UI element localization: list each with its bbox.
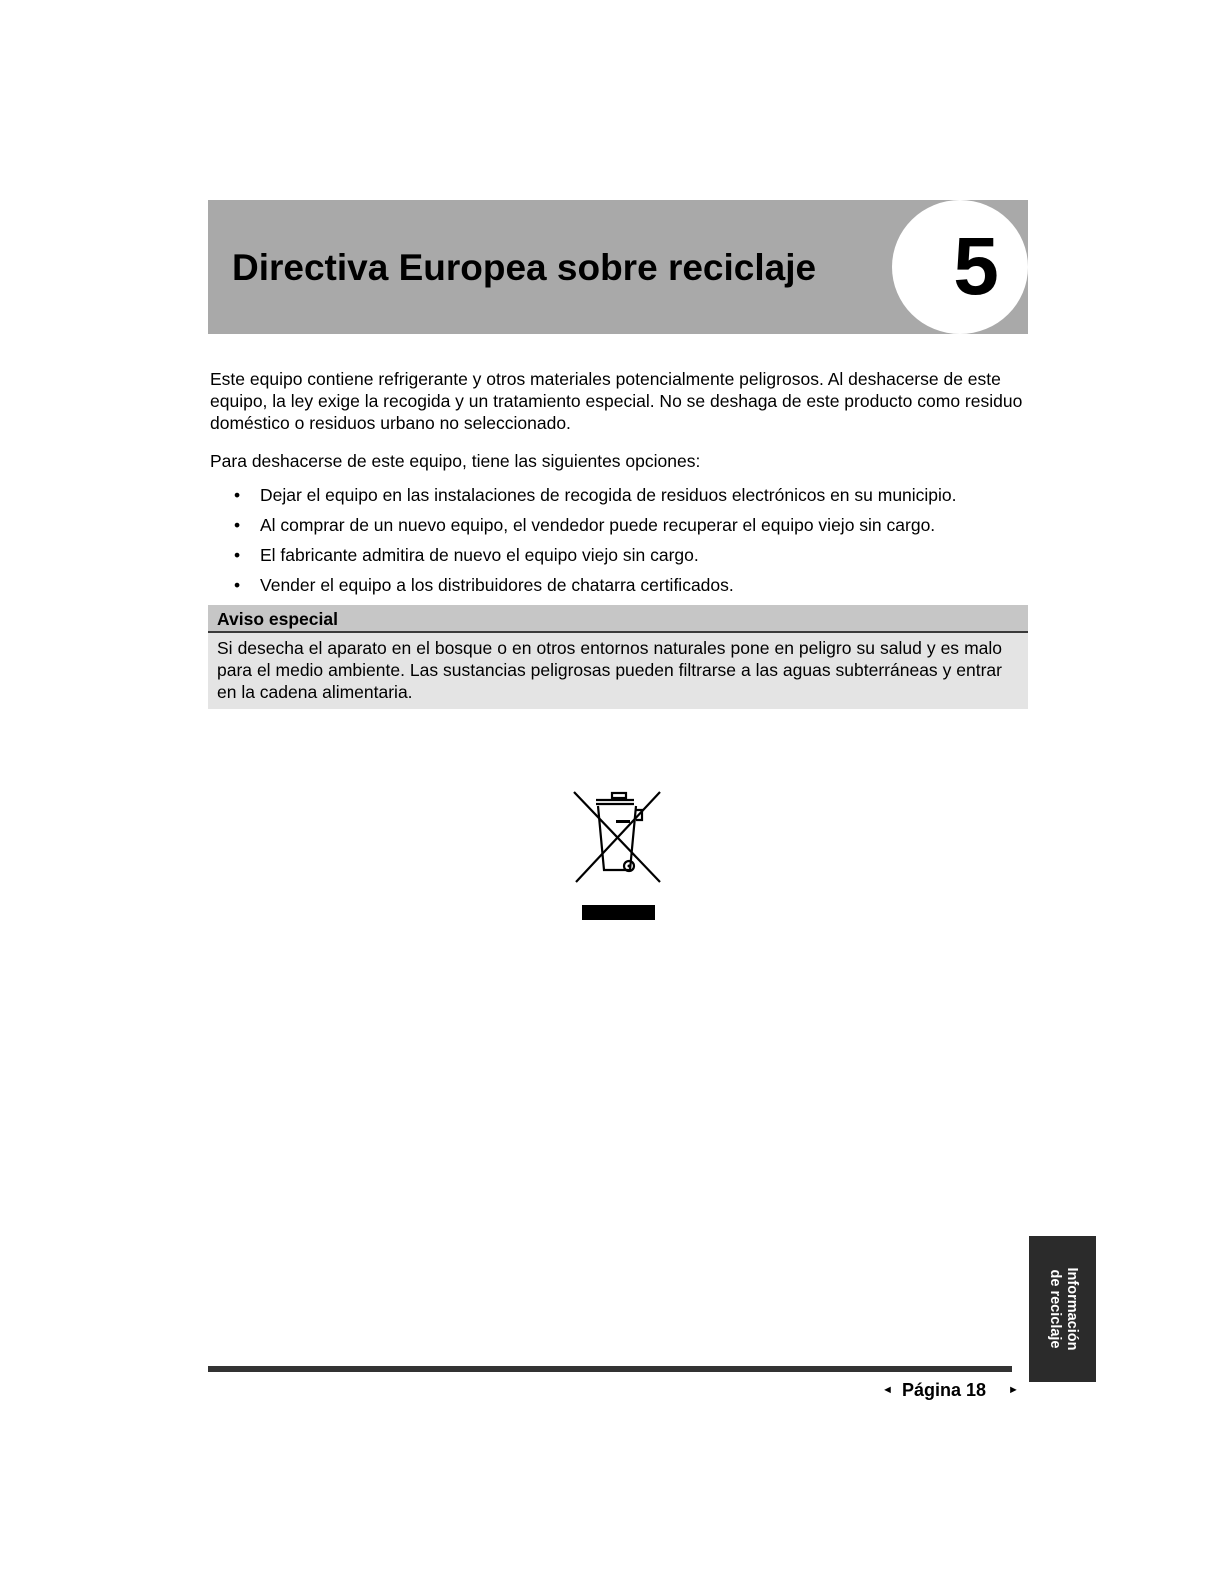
side-tab-line-2: de reciclaje	[1046, 1269, 1063, 1349]
notice-title: Aviso especial	[208, 605, 1028, 633]
previous-page-arrow-icon[interactable]: ◄	[882, 1384, 893, 1396]
side-tab-label	[1046, 1239, 1080, 1379]
next-page-arrow-icon[interactable]: ►	[1008, 1384, 1019, 1396]
side-tab-line-1: Información	[1063, 1267, 1080, 1351]
chapter-title: Directiva Europea sobre reciclaje	[232, 247, 817, 288]
list-item-text: Vender el equipo a los distribuidores de chatarra certificados.	[260, 575, 734, 595]
list-item	[230, 544, 957, 574]
list-item-text: El fabricante admitira de nuevo el equipo viejo sin cargo.	[260, 545, 699, 565]
bullet: •	[234, 545, 241, 565]
list-item-text: Dejar el equipo en las instalaciones de recogida de residuos electrónicos en su municipio.	[260, 485, 957, 505]
bullet: •	[234, 485, 241, 505]
list-item-text: Al comprar de un nuevo equipo, el vendedor puede recuperar el equipo viejo sin cargo.	[260, 515, 936, 535]
intro-paragraph: Este equipo contiene refrigerante y otros materiales potencialmente peligrosos. Al deshacerse de este equipo, la ley exige la recogida y un tratamiento especial. No se deshaga de este producto como residuo doméstico o residuos urbano no seleccionado.	[210, 369, 1023, 433]
list-item	[230, 514, 957, 544]
special-notice-box	[208, 605, 1028, 709]
bullet: •	[234, 575, 241, 595]
section-side-tab	[1029, 1236, 1096, 1382]
options-list	[230, 484, 957, 604]
options-lead: Para deshacerse de este equipo, tiene las siguientes opciones:	[210, 451, 701, 471]
chapter-header	[208, 200, 1028, 334]
bullet: •	[234, 515, 241, 535]
chapter-number: 5	[953, 221, 999, 312]
crossed-out-wheelie-bin-icon	[572, 790, 664, 922]
page-navigation	[878, 1378, 1018, 1402]
footer-rule	[208, 1366, 1012, 1372]
list-item	[230, 574, 957, 604]
notice-text: Si desecha el aparato en el bosque o en otros entornos naturales pone en peligro su salud y es malo para el medio ambiente. Las sustancias peligrosas pueden filtrarse a las aguas subterráneas y entrar en la cadena alimentaria.	[217, 638, 1002, 702]
list-item	[230, 484, 957, 514]
page-number: Página 18	[902, 1380, 987, 1400]
